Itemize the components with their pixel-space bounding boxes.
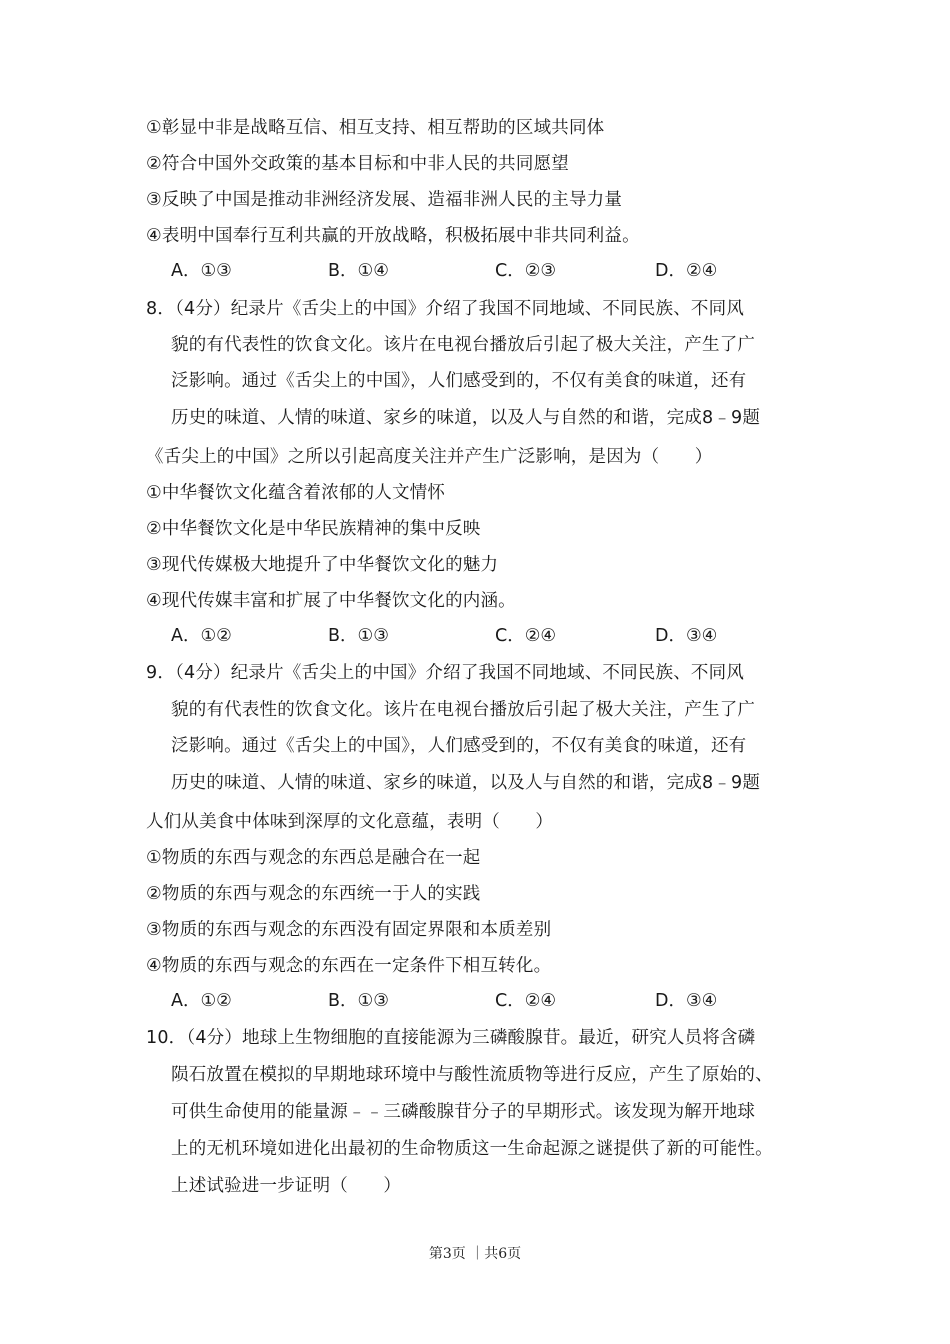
q10-stem-line-3: 可供生命使用的能量源﹣﹣三磷酸腺苷分子的早期形式。该发现为解开地球 (171, 1102, 756, 1122)
q9-option-b[interactable]: B．①③ (328, 991, 389, 1011)
q10-stem-line-4: 上的无机环境如进化出最初的生命物质这一生命起源之谜提供了新的可能性。 (171, 1139, 773, 1159)
q8-option-b[interactable]: B．①③ (328, 626, 389, 646)
q9-statement-1: ①物质的东西与观念的东西总是融合在一起 (146, 848, 481, 868)
q8-statement-4: ④现代传媒丰富和扩展了中华餐饮文化的内涵。 (146, 591, 516, 611)
q10-stem-line-5: 上述试验进一步证明（ ） (171, 1176, 402, 1196)
q8-question: 《舌尖上的中国》之所以引起高度关注并产生广泛影响，是因为（ ） (146, 447, 713, 467)
q9-option-a[interactable]: A．①② (171, 991, 232, 1011)
q7-statement-2: ②符合中国外交政策的基本目标和中非人民的共同愿望 (146, 154, 569, 174)
q7-option-b[interactable]: B．①④ (328, 261, 389, 281)
q8-statement-2: ②中华餐饮文化是中华民族精神的集中反映 (146, 519, 481, 539)
q7-option-d[interactable]: D．②④ (655, 261, 718, 281)
q8-option-a[interactable]: A．①② (171, 626, 232, 646)
q9-stem-line-3: 泛影响。通过《舌尖上的中国》，人们感受到的，不仅有美食的味道，还有 (171, 736, 747, 756)
q8-stem-line-3: 泛影响。通过《舌尖上的中国》，人们感受到的，不仅有美食的味道，还有 (171, 371, 747, 391)
q8-stem-line-1: 8．（4分）纪录片《舌尖上的中国》介绍了我国不同地域、不同民族、不同风 (146, 299, 745, 319)
q9-stem-line-4: 历史的味道、人情的味道、家乡的味道，以及人与自然的和谐，完成8﹣9题 (171, 773, 761, 793)
q8-statement-3: ③现代传媒极大地提升了中华餐饮文化的魅力 (146, 555, 499, 575)
q7-options (171, 259, 771, 283)
q7-statement-1: ①彰显中非是战略互信、相互支持、相互帮助的区域共同体 (146, 118, 605, 138)
q9-option-c[interactable]: C．②④ (495, 991, 557, 1011)
q9-statement-2: ②物质的东西与观念的东西统一于人的实践 (146, 884, 481, 904)
q8-statement-1: ①中华餐饮文化蕴含着浓郁的人文情怀 (146, 483, 446, 503)
q8-stem-line-2: 貌的有代表性的饮食文化。该片在电视台播放后引起了极大关注，产生了广 (171, 335, 756, 355)
q9-option-d[interactable]: D．③④ (655, 991, 718, 1011)
q8-option-d[interactable]: D．③④ (655, 626, 718, 646)
q7-statement-3: ③反映了中国是推动非洲经济发展、造福非洲人民的主导力量 (146, 190, 623, 210)
q8-options (171, 624, 771, 648)
q9-options (171, 989, 771, 1013)
q7-option-c[interactable]: C．②③ (495, 261, 557, 281)
q10-stem-line-1: 10．（4分）地球上生物细胞的直接能源为三磷酸腺苷。最近，研究人员将含磷 (146, 1028, 756, 1048)
q9-statement-4: ④物质的东西与观念的东西在一定条件下相互转化。 (146, 956, 552, 976)
q8-option-c[interactable]: C．②④ (495, 626, 557, 646)
q7-statement-4: ④表明中国奉行互利共赢的开放战略，积极拓展中非共同利益。 (146, 226, 640, 246)
q7-option-a[interactable]: A．①③ (171, 261, 232, 281)
q9-stem-line-2: 貌的有代表性的饮食文化。该片在电视台播放后引起了极大关注，产生了广 (171, 700, 756, 720)
page-footer: 第3页 ｜共6页 (428, 1246, 522, 1262)
q9-question: 人们从美食中体味到深厚的文化意蕴，表明（ ） (146, 812, 554, 832)
q10-stem-line-2: 陨石放置在模拟的早期地球环境中与酸性流质物等进行反应，产生了原始的、 (171, 1065, 773, 1085)
q9-stem-line-1: 9．（4分）纪录片《舌尖上的中国》介绍了我国不同地域、不同民族、不同风 (146, 663, 745, 683)
q9-statement-3: ③物质的东西与观念的东西没有固定界限和本质差别 (146, 920, 552, 940)
q8-stem-line-4: 历史的味道、人情的味道、家乡的味道，以及人与自然的和谐，完成8﹣9题 (171, 408, 761, 428)
